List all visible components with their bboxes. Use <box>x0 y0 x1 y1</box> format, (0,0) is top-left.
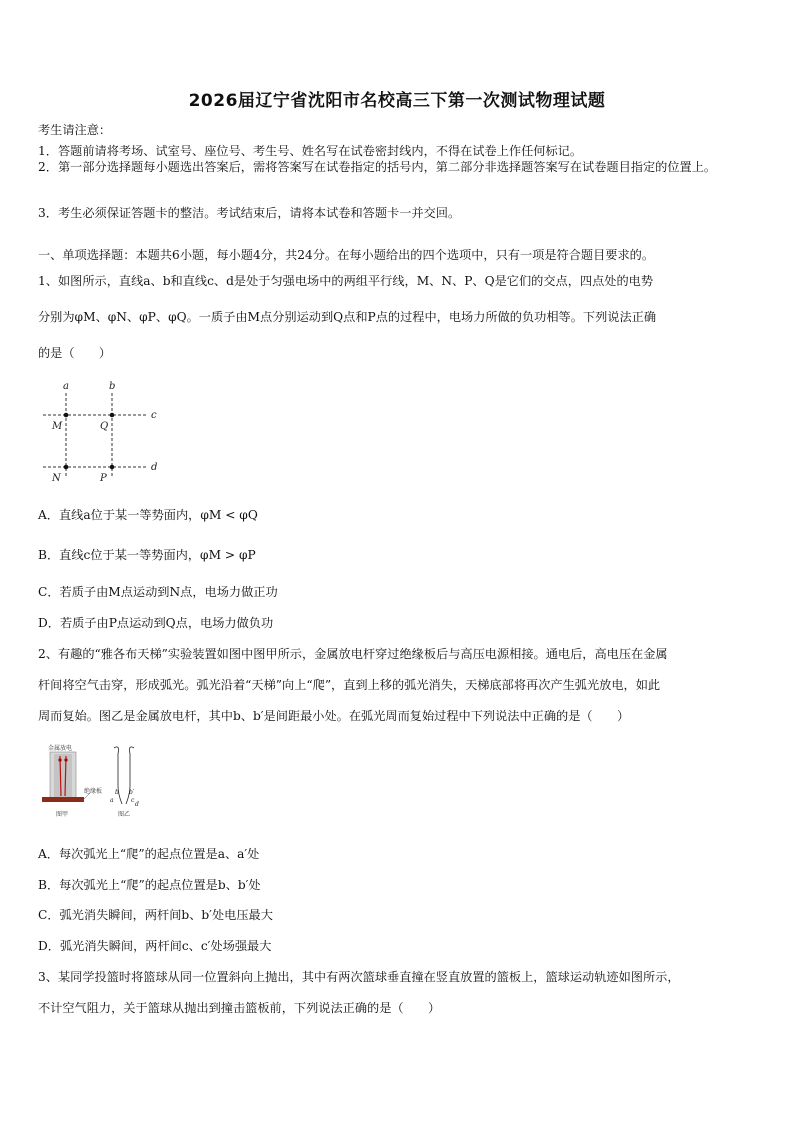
label-m: M <box>52 421 63 432</box>
label-c: c <box>151 410 157 421</box>
q2-figure <box>38 742 158 822</box>
label-a: a <box>63 381 69 392</box>
insulating-board <box>42 797 84 802</box>
point-b-prime-label: b′ <box>129 789 135 796</box>
point-a-label: a <box>110 797 114 804</box>
q1-option-b: B．直线c位于某一等势面内，φM > φP <box>38 548 256 562</box>
q1-stem-line-1: 1、如图所示，直线a、b和直线c、d是处于匀强电场中的两组平行线，M、N、P、Q是它们的交点，四点处的电势 <box>38 274 654 288</box>
q2-stem-line-1: 2、有趣的“雅各布天梯”实验装置如图中图甲所示，金属放电杆穿过绝缘板后与高压电源相接。通电后，高电压在金属 <box>38 647 668 661</box>
point-d-label: d <box>135 801 139 808</box>
label-n: N <box>52 473 61 484</box>
q1-option-c: C．若质子由M点运动到N点，电场力做正功 <box>38 585 278 599</box>
point-m <box>64 413 69 418</box>
q1-option-a: A．直线a位于某一等势面内，φM < φQ <box>38 508 258 522</box>
board-label: 绝缘板 <box>84 788 103 795</box>
q1-stem-line-2: 分别为φM、φN、φP、φQ。一质子由M点分别运动到Q点和P点的过程中，电场力所做的负功相等。下列说法正确 <box>38 310 657 324</box>
notice-item-2: 2．第一部分选择题每小题选出答案后，需将答案写在试卷指定的括号内，第二部分非选择题答案写在试卷题目指定的位置上。 <box>38 160 717 174</box>
fig-b-caption: 图乙 <box>118 811 131 818</box>
q2-stem-line-3: 周而复始。图乙是金属放电杆，其中b、b′是间距最小处。在弧光周而复始过程中下列说法中正确的是（ ） <box>38 709 630 723</box>
notice-item-1: 1．答题前请将考场、试室号、座位号、考生号、姓名写在试卷密封线内，不得在试卷上作任何标记。 <box>38 144 583 158</box>
q3-stem-line-1: 3、某同学投篮时将篮球从同一位置斜向上抛出，其中有两次篮球垂直撞在竖直放置的篮板上，篮球运动轨迹如图所示， <box>38 970 680 984</box>
point-p <box>110 465 115 470</box>
q2-option-b: B．每次弧光上“爬”的起点位置是b、b′处 <box>38 878 261 892</box>
fig-a-caption: 图甲 <box>56 811 69 818</box>
point-n <box>64 465 69 470</box>
notice-heading: 考生请注意： <box>38 123 112 137</box>
q2-stem-line-2: 杆间将空气击穿，形成弧光。弧光沿着“天梯”向上“爬”，直到上移的弧光消失，天梯底部将再次产生弧光放电，如此 <box>38 678 661 692</box>
point-c-label: c <box>131 797 135 804</box>
q1-option-d: D．若质子由P点运动到Q点，电场力做负功 <box>38 616 274 630</box>
notice-item-3: 3．考生必须保证答题卡的整洁。考试结束后，请将本试卷和答题卡一并交回。 <box>38 206 461 220</box>
label-q: Q <box>100 421 109 432</box>
q1-figure <box>38 378 168 488</box>
label-d: d <box>151 462 158 473</box>
q2-option-a: A．每次弧光上“爬”的起点位置是a、a′处 <box>38 847 260 861</box>
page-title: 2026届辽宁省沈阳市名校高三下第一次测试物理试题 <box>188 91 606 111</box>
q2-option-d: D．弧光消失瞬间，两杆间c、c′处场强最大 <box>38 939 272 953</box>
point-b-label: b <box>115 789 119 796</box>
section-heading: 一、单项选择题：本题共6小题，每小题4分，共24分。在每小题给出的四个选项中，只有一项是符合题目要求的。 <box>38 248 655 262</box>
label-b: b <box>109 381 116 392</box>
q1-stem-line-3: 的是（ ） <box>38 346 112 360</box>
rod-label: 金属放电 <box>48 745 73 752</box>
point-q <box>110 413 115 418</box>
q2-option-c: C．弧光消失瞬间，两杆间b、b′处电压最大 <box>38 908 273 922</box>
label-p: P <box>100 473 107 484</box>
q3-stem-line-2: 不计空气阻力，关于篮球从抛出到撞击篮板前，下列说法正确的是（ ） <box>38 1001 441 1015</box>
